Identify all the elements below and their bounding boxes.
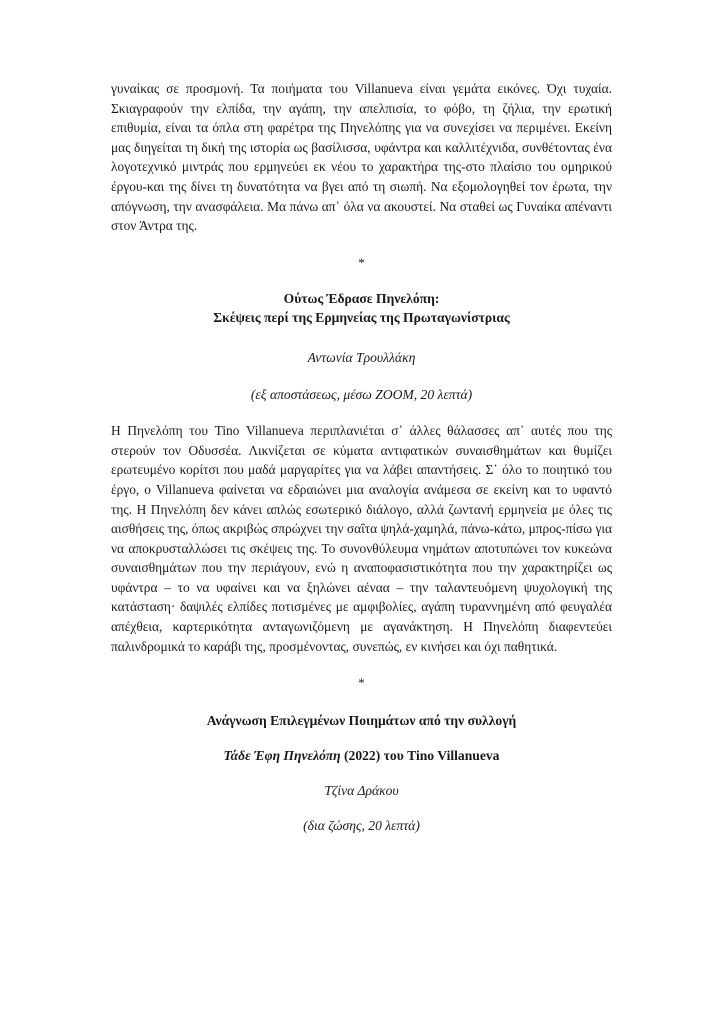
- section1-note: (εξ αποστάσεως, μέσω ZOOM, 20 λεπτά): [250, 386, 473, 402]
- section2-author: Τζίνα Δράκου: [324, 783, 399, 799]
- section-separator: *: [358, 254, 365, 270]
- section2-title-line1: Ανάγνωση Επιλεγμένων Ποιημάτων από την συλλογή: [206, 713, 517, 729]
- section2-title-line2: [111, 746, 612, 766]
- document-page: [111, 79, 612, 836]
- section2-note: (δια ζώσης, 20 λεπτά): [303, 818, 420, 834]
- section1-paragraph: Η Πηνελόπη του Tino Villanueva περιπλανιέται σ᾽ άλλες θάλασσες απ᾽ αυτές που της στερούν τον Οδυσσέα. Λικνίζεται σε κύματα αντιφατικών συναισθημάτων και θυμίζει ερωτευμένο κορίτσι που μαδά μαργαρίτες για να λάβει απαντήσεις. Σ᾽ όλο το ποιητικό του έργο, ο Villanueva φαίνεται να εδραιώνει μια αναλογία ανάμεσα σε εκείνη και το υφαντό της. Η Πηνελόπη δεν κάνει απλώς εσωτερικό διάλογο, αλλά ζωντανή ερμηνεία με όλες τις αισθήσεις της, όπως ακριβώς σπρώχνει την σαΐτα ψηλά-χαμηλά, πάνω-κάτω, μπρος-πίσω για να αποκρυσταλλώσει τις σκέψεις της. Το συνονθύλευμα νημάτων αποτυπώνει τον κυκεώνα συναισθημάτων που την περιάγουν, ενώ η αναποφασιστικότητα που την χαρακτηρίζει ως υφάντρα – το να υφαίνει και να ξηλώνει αέναα – την ταλαντευόμενη ψυχολογική της κατάσταση· δαψιλές ελπίδες ποτισμένες με αμφιβολίες, αγάπη τυραννημένη από φευγαλέα απέχθεια, καρτερικότητα ανταγωνιζόμενη με αγανάκτηση. Η Πηνελόπη διαφεντεύει παλινδρομικά το καράβι της, προσμένοντας, συνεπώς, εν κινήσει και όχι παθητικά.: [111, 423, 612, 654]
- section-separator: *: [358, 675, 365, 691]
- intro-paragraph: γυναίκας σε προσμονή. Τα ποιήματα του Villanueva είναι γεμάτα εικόνες. Όχι τυχαία. Σκιαγραφούν την ελπίδα, την αγάπη, την απελπισία, το φόβο, τη ζήλια, την ερωτική επιθυμία, είναι τα όπλα στη φαρέτρα της Πηνελόπης για να συνεχίσει να περιμένει. Εκείνη μας διηγείται τη δική της ιστορία ως βασίλισσα, υφάντρα και καλλιτέχνιδα, συνθέτοντας ένα λογοτεχνικό μιντράς που ερμηνεύει εκ νέου το χαρακτήρα της-στο πλαίσιο του ομηρικού έργου-και της δίνει τη δυνατότητα να βγει από τη σιωπή. Να εξομολογηθεί τον έρωτα, την απόγνωση, την ανασφάλεια. Μα πάνω απ᾽ όλα να ακουστεί. Να σταθεί ως Γυναίκα απέναντι στον Άντρα της.: [111, 81, 612, 234]
- section1-title-line1: Ούτως Έδρασε Πηνελόπη:: [283, 290, 440, 306]
- section1-author: Αντωνία Τρουλλάκη: [307, 349, 416, 365]
- section2-book-title: Τάδε Έφη Πηνελόπη: [223, 747, 341, 763]
- section2-title-rest: (2022) του Tino Villanueva: [340, 747, 500, 763]
- section1-title-line2: Σκέψεις περί της Ερμηνείας της Πρωταγωνίστριας: [213, 310, 510, 326]
